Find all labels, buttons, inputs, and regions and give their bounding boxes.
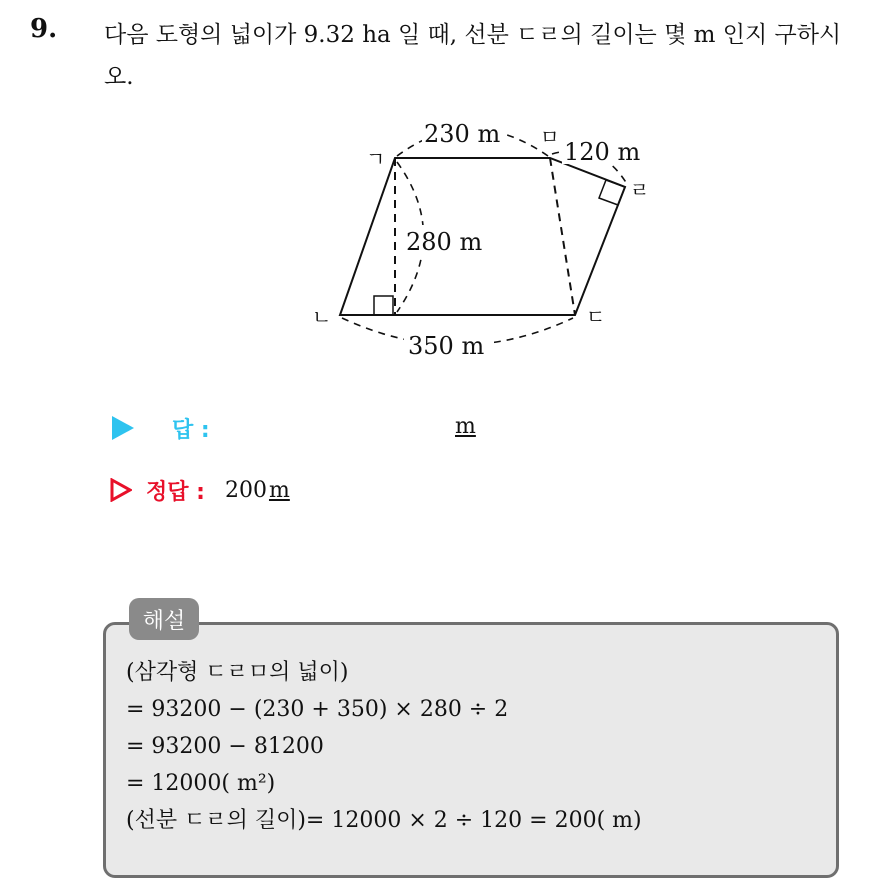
vertex-g-label: ㄱ	[366, 147, 386, 171]
vertex-m-label: ㅁ	[540, 125, 560, 149]
height-length-label: 280 m	[406, 228, 483, 256]
answer-label: 답 :	[172, 417, 210, 443]
top-length-label: 230 m	[424, 120, 501, 148]
explanation-lines	[126, 654, 642, 839]
question-number: 9.	[30, 14, 58, 44]
bottom-length-label: 350 m	[408, 332, 485, 360]
question-text: 다음 도형의 넓이가 9.32 ha 일 때, 선분 ㄷㄹ의 길이는 몇 m 인지 구하시오.	[104, 22, 842, 90]
figure-svg	[300, 110, 660, 370]
geometry-figure	[300, 110, 660, 370]
vertex-r-label: ㄹ	[630, 178, 650, 202]
diagonal-line	[550, 158, 575, 315]
vertex-d-label: ㄷ	[586, 305, 606, 329]
explanation-line: = 93200 − 81200	[126, 734, 324, 759]
right-angle-bottom	[374, 296, 393, 315]
play-triangle-icon	[112, 416, 134, 440]
right-angle-r	[599, 180, 625, 205]
explanation-line: = 93200 − (230 + 350) × 280 ÷ 2	[126, 697, 509, 722]
explanation-line: = 12000( m²)	[126, 771, 276, 796]
slant-length-label: 120 m	[564, 138, 641, 166]
vertex-n-label: ㄴ	[312, 305, 332, 329]
solution-value: 200	[224, 477, 267, 503]
solution-label: 정답 :	[146, 479, 205, 505]
outline-triangle-icon	[110, 478, 132, 502]
solution-row	[110, 472, 290, 508]
explanation-line: (삼각형 ㄷㄹㅁ의 넓이)	[126, 660, 349, 685]
explanation-tag: 해설	[129, 598, 199, 640]
solution-unit: m	[268, 477, 290, 503]
answer-row	[112, 410, 210, 446]
answer-unit: m	[455, 414, 476, 439]
explanation-line: (선분 ㄷㄹ의 길이)= 12000 × 2 ÷ 120 = 200( m)	[126, 808, 642, 833]
